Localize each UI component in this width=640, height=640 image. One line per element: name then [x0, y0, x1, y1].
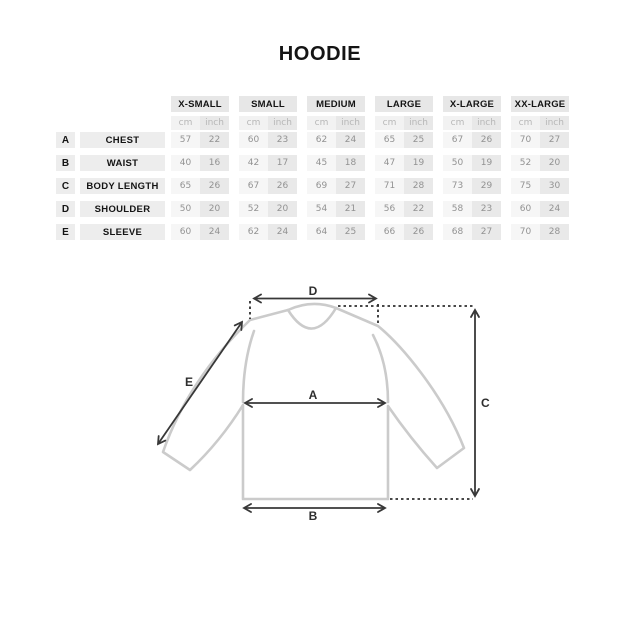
unit-header-cm: cm: [443, 116, 472, 130]
value-cell-cm: 58: [443, 201, 472, 217]
value-cell-inch: 24: [540, 201, 569, 217]
value-cell-inch: 24: [336, 132, 365, 148]
value-cell-inch: 20: [200, 201, 229, 217]
value-cell-cm: 73: [443, 178, 472, 194]
value-cell-inch: 22: [200, 132, 229, 148]
value-cell-inch: 29: [472, 178, 501, 194]
value-cell-cm: 42: [239, 155, 268, 171]
value-cell-inch: 25: [336, 224, 365, 240]
value-cell-inch: 24: [200, 224, 229, 240]
value-cell-cm: 67: [239, 178, 268, 194]
row-key: B: [56, 155, 75, 171]
value-cell-cm: 60: [511, 201, 540, 217]
measurement-label: CHEST: [80, 132, 165, 148]
value-cell-inch: 20: [540, 155, 569, 171]
value-cell-cm: 67: [443, 132, 472, 148]
unit-header-cm: cm: [239, 116, 268, 130]
value-cell-cm: 50: [171, 201, 200, 217]
value-cell-cm: 68: [443, 224, 472, 240]
value-cell-cm: 69: [307, 178, 336, 194]
value-cell-inch: 18: [336, 155, 365, 171]
unit-header-cm: cm: [307, 116, 336, 130]
unit-header-inch: inch: [336, 116, 365, 130]
measurement-label: SLEEVE: [80, 224, 165, 240]
collar-back-arc: [288, 304, 336, 310]
value-cell-cm: 52: [239, 201, 268, 217]
measurement-label: BODY LENGTH: [80, 178, 165, 194]
dim-label-c: C: [481, 396, 490, 410]
unit-header-inch: inch: [268, 116, 297, 130]
size-header: XX-LARGE: [511, 96, 569, 112]
value-cell-cm: 56: [375, 201, 404, 217]
value-cell-cm: 60: [171, 224, 200, 240]
value-cell-cm: 65: [375, 132, 404, 148]
value-cell-cm: 62: [307, 132, 336, 148]
value-cell-cm: 70: [511, 132, 540, 148]
value-cell-inch: 28: [540, 224, 569, 240]
value-cell-cm: 71: [375, 178, 404, 194]
value-cell-inch: 23: [472, 201, 501, 217]
value-cell-inch: 22: [404, 201, 433, 217]
size-header: X-LARGE: [443, 96, 501, 112]
size-header: MEDIUM: [307, 96, 365, 112]
value-cell-inch: 27: [472, 224, 501, 240]
value-cell-cm: 62: [239, 224, 268, 240]
page-title: HOODIE: [278, 43, 362, 65]
unit-header-inch: inch: [472, 116, 501, 130]
value-cell-inch: 24: [268, 224, 297, 240]
dim-label-b: B: [308, 509, 318, 523]
value-cell-inch: 23: [268, 132, 297, 148]
dim-label-a: A: [308, 388, 318, 402]
unit-header-cm: cm: [171, 116, 200, 130]
size-header: LARGE: [375, 96, 433, 112]
row-key: C: [56, 178, 75, 194]
size-header: X-SMALL: [171, 96, 229, 112]
value-cell-cm: 57: [171, 132, 200, 148]
value-cell-cm: 70: [511, 224, 540, 240]
value-cell-inch: 25: [404, 132, 433, 148]
value-cell-inch: 19: [472, 155, 501, 171]
value-cell-inch: 26: [268, 178, 297, 194]
value-cell-cm: 60: [239, 132, 268, 148]
measurement-label: WAIST: [80, 155, 165, 171]
row-key: D: [56, 201, 75, 217]
unit-header-cm: cm: [511, 116, 540, 130]
value-cell-inch: 16: [200, 155, 229, 171]
dim-label-e: E: [184, 375, 194, 389]
row-key: A: [56, 132, 75, 148]
value-cell-inch: 26: [472, 132, 501, 148]
value-cell-inch: 30: [540, 178, 569, 194]
unit-header-inch: inch: [540, 116, 569, 130]
dim-label-d: D: [308, 284, 318, 298]
value-cell-cm: 64: [307, 224, 336, 240]
value-cell-inch: 26: [200, 178, 229, 194]
value-cell-cm: 47: [375, 155, 404, 171]
unit-header-cm: cm: [375, 116, 404, 130]
size-header: SMALL: [239, 96, 297, 112]
value-cell-cm: 40: [171, 155, 200, 171]
value-cell-cm: 65: [171, 178, 200, 194]
value-cell-inch: 17: [268, 155, 297, 171]
value-cell-cm: 54: [307, 201, 336, 217]
value-cell-inch: 27: [336, 178, 365, 194]
value-cell-inch: 27: [540, 132, 569, 148]
value-cell-inch: 20: [268, 201, 297, 217]
value-cell-cm: 66: [375, 224, 404, 240]
unit-header-inch: inch: [404, 116, 433, 130]
value-cell-inch: 26: [404, 224, 433, 240]
value-cell-inch: 19: [404, 155, 433, 171]
value-cell-inch: 28: [404, 178, 433, 194]
value-cell-cm: 75: [511, 178, 540, 194]
value-cell-cm: 50: [443, 155, 472, 171]
measurement-label: SHOULDER: [80, 201, 165, 217]
row-key: E: [56, 224, 75, 240]
value-cell-cm: 52: [511, 155, 540, 171]
value-cell-inch: 21: [336, 201, 365, 217]
value-cell-cm: 45: [307, 155, 336, 171]
unit-header-inch: inch: [200, 116, 229, 130]
